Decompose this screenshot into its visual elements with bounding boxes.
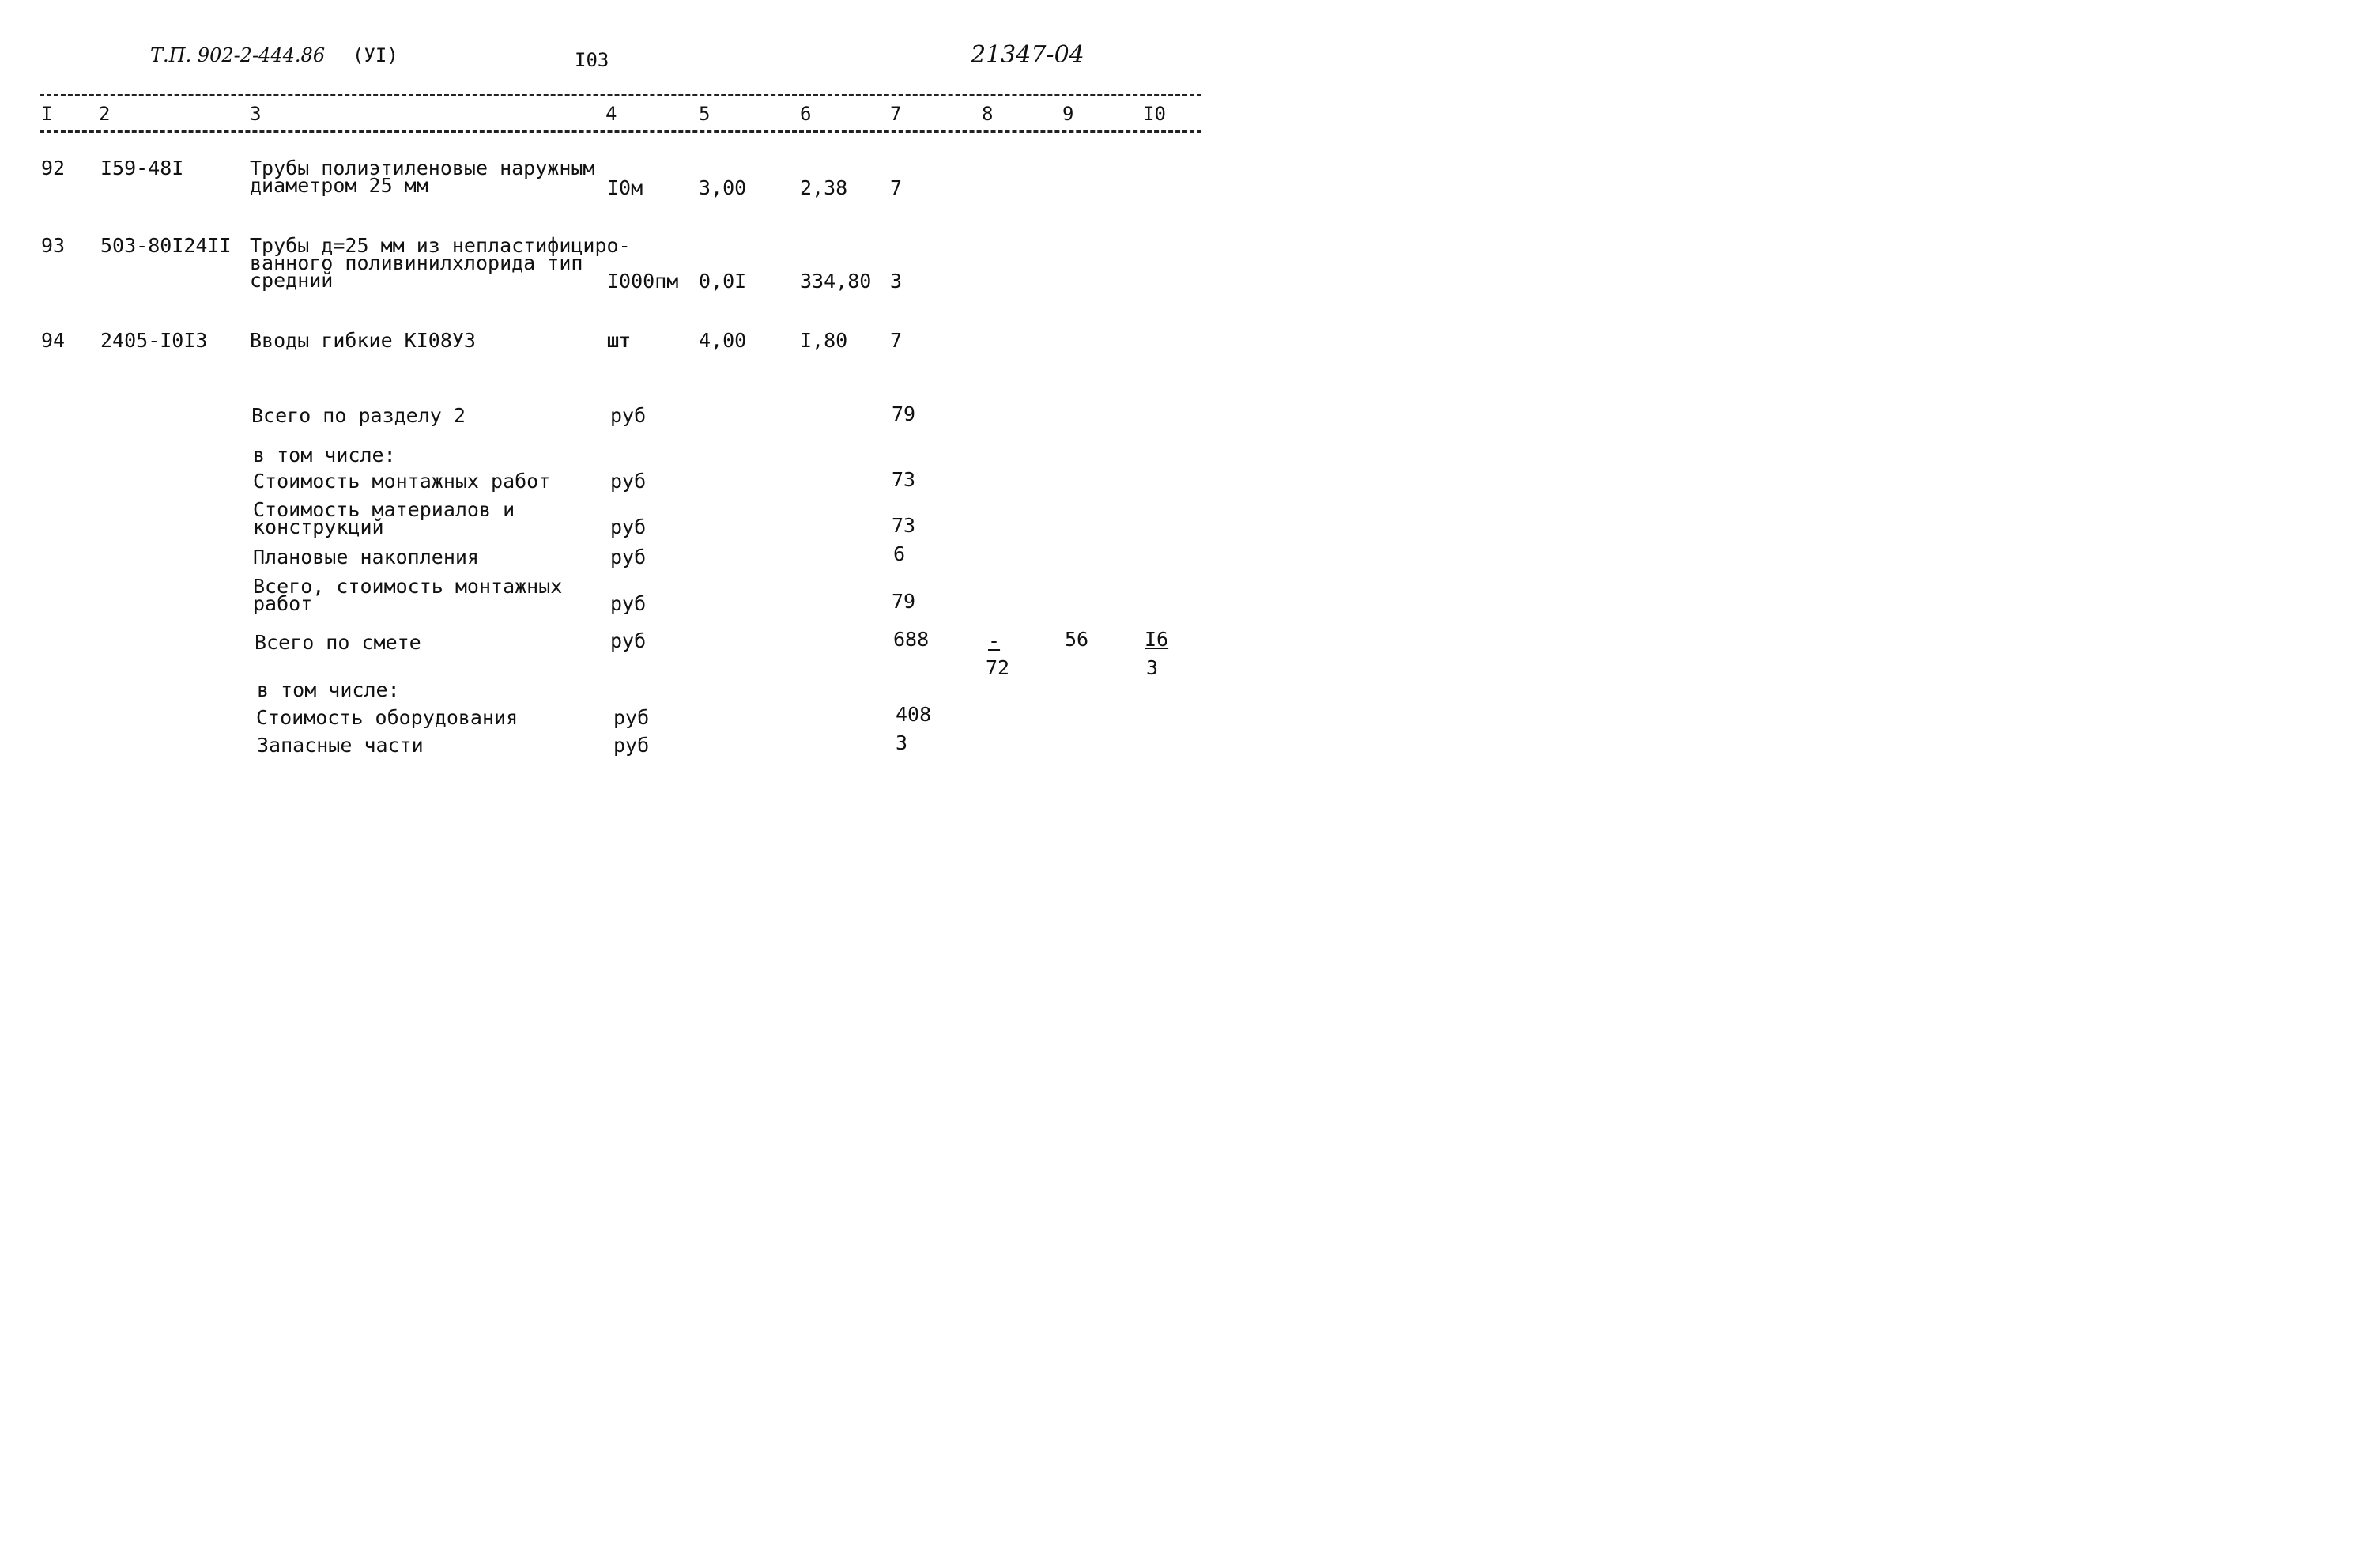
summary-value: 73 xyxy=(892,514,916,537)
column-header: 6 xyxy=(800,103,812,125)
summary-unit: руб xyxy=(610,592,647,615)
column-header: I0 xyxy=(1143,103,1166,125)
column-header: 2 xyxy=(99,103,111,125)
summary-unit: руб xyxy=(610,546,647,568)
row-code: I59-48I xyxy=(100,157,184,179)
row-unit: шт xyxy=(607,329,632,352)
col10-top-value: I6 xyxy=(1145,628,1169,651)
row-name: Трубы д=25 мм из непластифициро- ванного поливинилхлорида тип средний xyxy=(250,234,631,292)
row-total: 7 xyxy=(890,329,903,352)
row-number: 94 xyxy=(41,329,66,352)
row-name: Трубы полиэтиленовые наружным диаметром 25 мм xyxy=(250,157,595,197)
project-reference: Т.П. 902-2-444.86 xyxy=(150,44,326,66)
summary-value: 79 xyxy=(892,402,916,425)
summary-value: 3 xyxy=(896,731,908,754)
summary-label: Плановые накопления xyxy=(253,546,479,568)
row-quantity: 0,0I xyxy=(699,270,747,293)
summary-value: 6 xyxy=(893,542,906,565)
summary-label: Стоимость монтажных работ xyxy=(253,470,551,493)
col9-value: 56 xyxy=(1065,628,1089,651)
row-quantity: 3,00 xyxy=(699,176,747,199)
header-bottom-rule xyxy=(40,130,1201,133)
volume-label: (УI) xyxy=(353,44,398,66)
row-number: 93 xyxy=(41,234,66,257)
column-header: 9 xyxy=(1062,103,1074,125)
row-name: Вводы гибкие КI08У3 xyxy=(250,329,476,352)
column-header: 8 xyxy=(982,103,994,125)
column-header: 5 xyxy=(699,103,711,125)
summary-label: Всего, стоимость монтажных работ xyxy=(253,575,563,615)
summary-unit: руб xyxy=(610,629,647,652)
summary-value: 79 xyxy=(892,590,916,613)
summary-label: Всего по разделу 2 xyxy=(251,404,466,427)
row-total: 3 xyxy=(890,270,903,293)
column-header: 3 xyxy=(250,103,262,125)
row-price: 334,80 xyxy=(800,270,872,293)
page-number: I03 xyxy=(575,49,609,71)
col8-bottom-value: 72 xyxy=(986,656,1010,679)
summary-value: 408 xyxy=(896,703,932,726)
row-code: 2405-I0I3 xyxy=(100,329,208,352)
row-quantity: 4,00 xyxy=(699,329,747,352)
col10-bottom-value: 3 xyxy=(1146,656,1159,679)
col8-top-value: - xyxy=(988,629,1001,652)
summary-label: Стоимость материалов и конструкций xyxy=(253,498,515,538)
summary-unit: руб xyxy=(610,470,647,493)
summary-value: 688 xyxy=(893,628,930,651)
including-label: в том числе: xyxy=(257,678,400,701)
summary-unit: руб xyxy=(610,516,647,538)
row-unit: I0м xyxy=(607,176,643,199)
summary-unit: руб xyxy=(613,706,650,729)
column-header: 4 xyxy=(605,103,617,125)
including-label: в том числе: xyxy=(253,444,396,466)
summary-label: Стоимость оборудования xyxy=(256,706,519,729)
header-top-rule xyxy=(40,94,1201,96)
column-header: 7 xyxy=(890,103,902,125)
document-number: 21347-04 xyxy=(971,41,1084,69)
summary-unit: руб xyxy=(613,734,650,757)
row-price: I,80 xyxy=(800,329,848,352)
summary-unit: руб xyxy=(610,404,647,427)
row-number: 92 xyxy=(41,157,66,179)
row-price: 2,38 xyxy=(800,176,848,199)
row-unit: I000пм xyxy=(607,270,679,293)
summary-label: Всего по смете xyxy=(255,631,421,654)
row-code: 503-80I24II xyxy=(100,234,232,257)
row-total: 7 xyxy=(890,176,903,199)
summary-value: 73 xyxy=(892,468,916,491)
column-header: I xyxy=(41,103,53,125)
summary-label: Запасные части xyxy=(257,734,424,757)
